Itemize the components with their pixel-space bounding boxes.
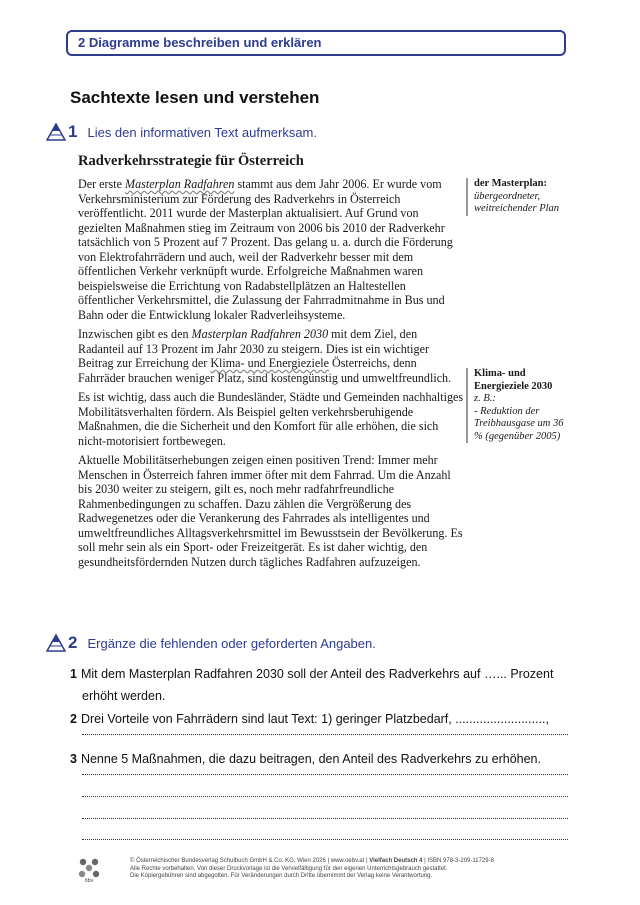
text-run: © Österreichischer Bundesverlag Schulbuch GmbH & Co. KG, Wien 2026 | www.oebv.at | bbox=[130, 858, 370, 864]
page-title: Sachtexte lesen und verstehen bbox=[70, 88, 320, 107]
article-paragraph-4: Aktuelle Mobilitätserhebungen zeigen einen positiven Trend: Immer mehr Menschen in Österreich fahren immer öfter mit dem Fahrrad. Um die Anzahl bis 2030 weiter zu steigern, gilt es, noch mehr radfahrfreundliche Rahmenbedingungen zu schaffen. Dazu zählen die Vergrößerung des Radwegenetzes oder die Verankerung des Fahrrades als intelligentes und umweltfreundliches Alltagsverkehrsmittel im Bewusstsein der Bevölkerung. Es soll mehr sein als ein Sport- oder Freizeitgerät. Es ist daher wichtig, den gesundheitsfördernden Nutzen durch tägliches Radfahren aufzuzeigen. bbox=[78, 453, 463, 569]
question-text: Mit dem Masterplan Radfahren 2030 soll der Anteil des Radverkehrs auf …... Prozent bbox=[80, 667, 554, 681]
side-note-line: z. B.: bbox=[474, 393, 496, 404]
text-run: Österreichs, denn Fahrräder brauchen weniger Platz, sind kostengünstig und umweltfreundlich. bbox=[78, 356, 452, 385]
book-title: Vielfach Deutsch 4 bbox=[369, 858, 423, 864]
article-body bbox=[78, 177, 464, 574]
question-1 bbox=[70, 667, 570, 681]
chapter-title: 2 Diagramme beschreiben und erklären bbox=[78, 35, 322, 50]
masterplan-term: Masterplan Radfahren bbox=[125, 177, 235, 191]
answer-line[interactable] bbox=[82, 817, 568, 819]
article-paragraph-1 bbox=[78, 177, 464, 322]
triangle-level-icon bbox=[46, 123, 66, 141]
footer-line-1 bbox=[130, 858, 570, 866]
answer-line[interactable] bbox=[82, 773, 568, 775]
task-2-heading bbox=[46, 633, 376, 653]
question-2 bbox=[70, 712, 570, 726]
side-note-definition: übergeordneter, weitreichender Plan bbox=[474, 190, 560, 214]
text-run: | ISBN 978-3-209-11729-8 bbox=[422, 858, 494, 864]
question-3 bbox=[70, 752, 570, 766]
task-2-number: 2 bbox=[68, 633, 78, 652]
answer-line[interactable] bbox=[82, 795, 568, 797]
oebv-logo-icon bbox=[76, 856, 102, 884]
chapter-header bbox=[66, 30, 566, 56]
triangle-level-icon bbox=[46, 634, 66, 652]
article-title: Radverkehrsstrategie für Österreich bbox=[78, 153, 304, 169]
side-note-term: der Masterplan: bbox=[474, 178, 548, 189]
question-text: Nenne 5 Maßnahmen, die dazu beitragen, den Anteil des Radverkehrs zu erhöhen. bbox=[80, 752, 541, 766]
masterplan-2030-term: Masterplan Radfahren 2030 bbox=[191, 327, 329, 341]
text-run: mit dem Ziel, den Radanteil auf 13 Prozent im Jahr 2030 zu steigern. Dies ist ein wichtiger Beitrag zur Erreichung der bbox=[78, 327, 429, 370]
klima-term: Klima- und Energieziele bbox=[210, 356, 329, 370]
text-run: Der erste bbox=[78, 177, 126, 191]
side-note-klimaziele bbox=[466, 368, 574, 443]
footer-line-2: Alle Rechte vorbehalten. Von dieser Druckvorlage ist die Vervielfältigung für den eigenen Unterrichtsgebrauch gestattet. bbox=[130, 865, 448, 872]
text-run: Inzwischen gibt es den bbox=[78, 327, 192, 341]
question-number: 1 bbox=[70, 667, 77, 681]
answer-line[interactable] bbox=[82, 733, 568, 735]
logo-text: öbv bbox=[84, 878, 94, 884]
footer-line-3: Die Kopiergebühren sind abgegolten. Für Veränderungen durch Dritte übernimmt der Verlag keine Verantwortung. bbox=[130, 873, 433, 879]
side-note-line: - Reduktion der Treibhausgase um 36 % (gegenüber 2005) bbox=[474, 405, 564, 442]
question-1-continued: erhöht werden. bbox=[82, 689, 166, 703]
text-run: stammt aus dem Jahr 2006. Er wurde vom Verkehrsministerium zur Förderung des Radverkehrs in Österreich veröffentlicht. 2011 wurde der Masterplan aktualisiert. Auf Grund von gezielten Maßnahmen stieg im Zeitraum von 2006 bis 2010 der Radverkehr tatsächlich von 5 Prozent auf 7 Prozent. Das gelang u. a. durch die Förderung von Elektrofahrrädern und auch, weil der Radverkehr besser mit dem öffentlichen Verkehr verknüpft wurde. Erfolgreiche Maßnahmen waren beispielsweise die Errichtung von Radabstellplätzen an Haltestellen öffentlicher Verkehrsmittel, die Zulassung der Fahrradmitnahme in Bus und Bahn oder die Entwicklung lokaler Radverleihsysteme. bbox=[78, 177, 453, 322]
task-1-instruction: Lies den informativen Text aufmerksam. bbox=[87, 124, 317, 140]
task-2-instruction: Ergänze die fehlenden oder geforderten Angaben. bbox=[87, 635, 376, 651]
answer-line[interactable] bbox=[82, 838, 568, 840]
task-1-number: 1 bbox=[68, 122, 78, 141]
question-number: 2 bbox=[70, 712, 77, 726]
question-text: Drei Vorteile von Fahrrädern sind laut Text: 1) geringer Platzbedarf, .........................., bbox=[80, 712, 549, 726]
question-number: 3 bbox=[70, 752, 77, 766]
side-note-masterplan bbox=[466, 178, 574, 216]
footer bbox=[130, 858, 570, 881]
task-1-heading bbox=[46, 122, 317, 142]
article-paragraph-3: Es ist wichtig, dass auch die Bundesländer, Städte und Gemeinden nachhaltiges Mobilitätsverhalten fördern. Als Beispiel gelten verkehrsberuhigende Maßnahmen, die die Sicherheit und den Komfort für alle erhöhen, die sich nicht-motorisiert fortbewegen. bbox=[78, 390, 464, 448]
article-paragraph-2 bbox=[78, 327, 464, 385]
side-note-term: Klima- und Energieziele 2030 bbox=[474, 368, 553, 392]
